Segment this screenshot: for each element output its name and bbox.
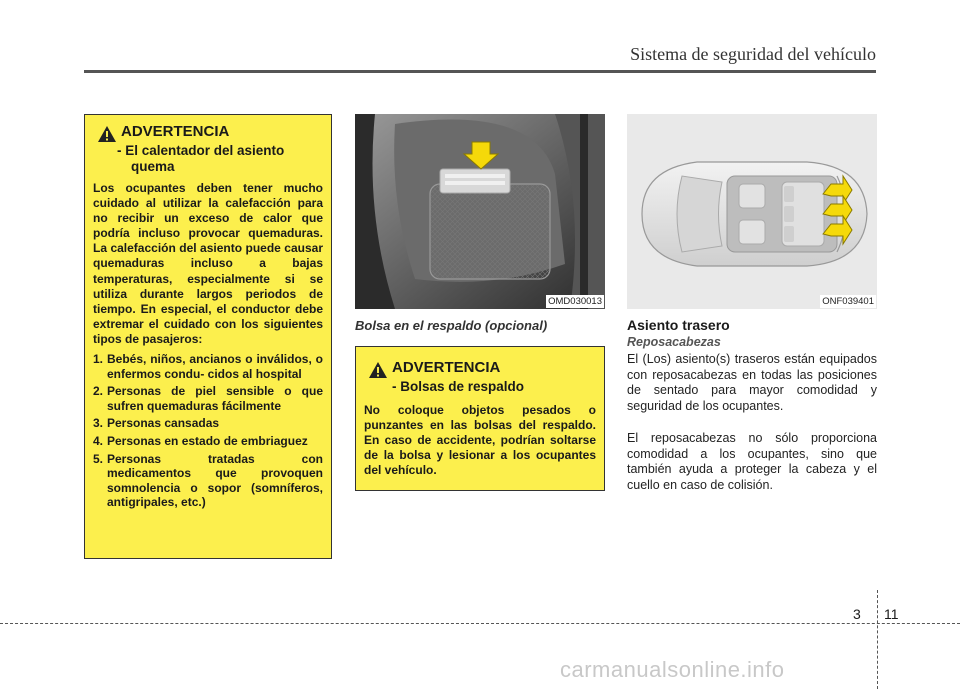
photo-code-label: OMD030013 (548, 296, 602, 307)
chapter-number: 3 (853, 606, 861, 622)
warning-triangle-icon (97, 125, 117, 143)
list-item: 1. Bebés, niños, ancianos o inválidos, o enfermos condu- cidos al hospital (93, 352, 323, 381)
section-title: Asiento trasero (627, 317, 730, 333)
photo-caption: Bolsa en el respaldo (opcional) (355, 318, 548, 333)
warning-title: ADVERTENCIA (121, 123, 230, 140)
list-item: 3. Personas cansadas (93, 416, 220, 431)
warning-triangle-icon (368, 361, 388, 379)
warning-box-seatback-pocket (355, 346, 605, 491)
warning-title: ADVERTENCIA (392, 359, 501, 376)
warning-list (93, 352, 323, 510)
warning-body: No coloque objetos pesados o punzantes en las bolsas del respaldo. En caso de accidente, podrían soltarse de la bolsa y lesionar a los ocupantes del vehículo. (364, 403, 596, 478)
watermark: carmanualsonline.info (560, 657, 785, 682)
warning-subtitle (93, 143, 323, 175)
footer-vertical-dashed-line (877, 590, 878, 689)
page-number: 11 (884, 606, 899, 622)
warning-body: Los ocupantes deben tener mucho cuidado al utilizar la calefacción para no recibir un exceso de calor que podría incluso provocar quemaduras. La calefacción del asiento puede causar quemaduras incluso a bajas temperaturas, especialmente si se utiliza durante largos periodos de tiempo. En especial, el conductor debe extremar el cuidado con los siguientes tipos de pasajeros: (93, 181, 323, 346)
section-subtitle: Reposacabezas (627, 335, 721, 349)
running-header: Sistema de seguridad del vehículo (630, 44, 876, 64)
warning-subtitle-line2: quema (131, 159, 175, 174)
warning-subtitle-line1: - El calentador del asiento (117, 143, 285, 158)
warning-header (364, 359, 596, 379)
photo-code-label: ONF039401 (822, 296, 874, 307)
list-item: 4. Personas en estado de embriaguez (93, 434, 308, 448)
footer-dashed-line (0, 623, 960, 624)
header-rule (84, 70, 876, 73)
seatback-pocket-illustration (355, 114, 605, 309)
rear-headrest-diagram (627, 114, 877, 309)
seatback-pocket-photo (355, 114, 605, 309)
warning-header (93, 123, 323, 143)
warning-box-seat-heater (84, 114, 332, 559)
list-item: 5. Personas tratadas con medicamentos que provoquen somnolencia o sopor (somníferos, antigripales, etc.) (93, 451, 323, 510)
warning-subtitle: - Bolsas de respaldo (392, 379, 525, 394)
paragraph-1: El (Los) asiento(s) traseros están equipados con reposacabezas en todas las posiciones de sentado para mayor comodidad y seguridad de los ocupantes. (627, 352, 877, 413)
paragraph-2: El reposacabezas no sólo proporciona comodidad a los ocupantes, sino que también ayuda a proteger la cabeza y el cuello en caso de colisión. (627, 431, 877, 492)
car-top-view-illustration (627, 114, 877, 309)
list-item: 2. Personas de piel sensible o que sufren quemaduras fácilmente (93, 384, 323, 413)
